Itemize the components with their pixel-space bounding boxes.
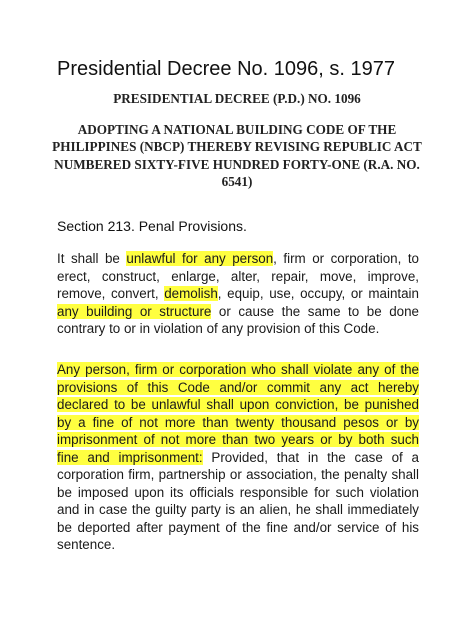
- paragraph-1: [57, 250, 419, 338]
- decree-subtitle: ADOPTING A NATIONAL BUILDING CODE OF THE PHILIPPINES (NBCP) THEREBY REVISING REPUBLIC ACT NUMBERED SIXTY-FIVE HUNDRED FORTY-ONE (R.A. NO. 6541): [52, 122, 422, 190]
- highlight-unlawful: unlawful for any person: [126, 251, 274, 266]
- section-heading: Section 213. Penal Provisions.: [57, 218, 247, 234]
- document-title: Presidential Decree No. 1096, s. 1977: [57, 58, 395, 80]
- paragraph-2: [57, 361, 419, 554]
- highlight-penalty: Any person, firm or corporation who shall violate any of the provisions of this Code and/or commit any act hereby declared to be unlawful shall upon conviction, be punished by a fine of not more than twenty thousand pesos or by imprisonment of not more than two years or by both such fine and imprisonment:: [57, 362, 419, 465]
- decree-heading: PRESIDENTIAL DECREE (P.D.) NO. 1096: [113, 91, 361, 106]
- paragraph-1-text-1: It shall be: [57, 251, 127, 266]
- paragraph-1-text-2: , firm or corporation, to erect, construct, enlarge, alter, repair, move, improve, remove, convert,: [57, 251, 419, 301]
- paragraph-1-text-3: , equip, use, occupy, or maintain: [217, 286, 419, 301]
- highlight-demolish: demolish: [164, 286, 218, 301]
- paragraph-1-text-4: or cause the same to be done contrary to or in violation of any provision of this Code.: [57, 303, 419, 336]
- paragraph-2-text-1: Provided, that in the case of a corporation firm, partnership or association, the penalty shall be imposed upon its officials responsible for such violation and in case the guilty party is an alien, he shall immediately be deported after payment of the fine and/or service of his sentence.: [57, 449, 419, 552]
- highlight-building: any building or structure: [57, 303, 212, 319]
